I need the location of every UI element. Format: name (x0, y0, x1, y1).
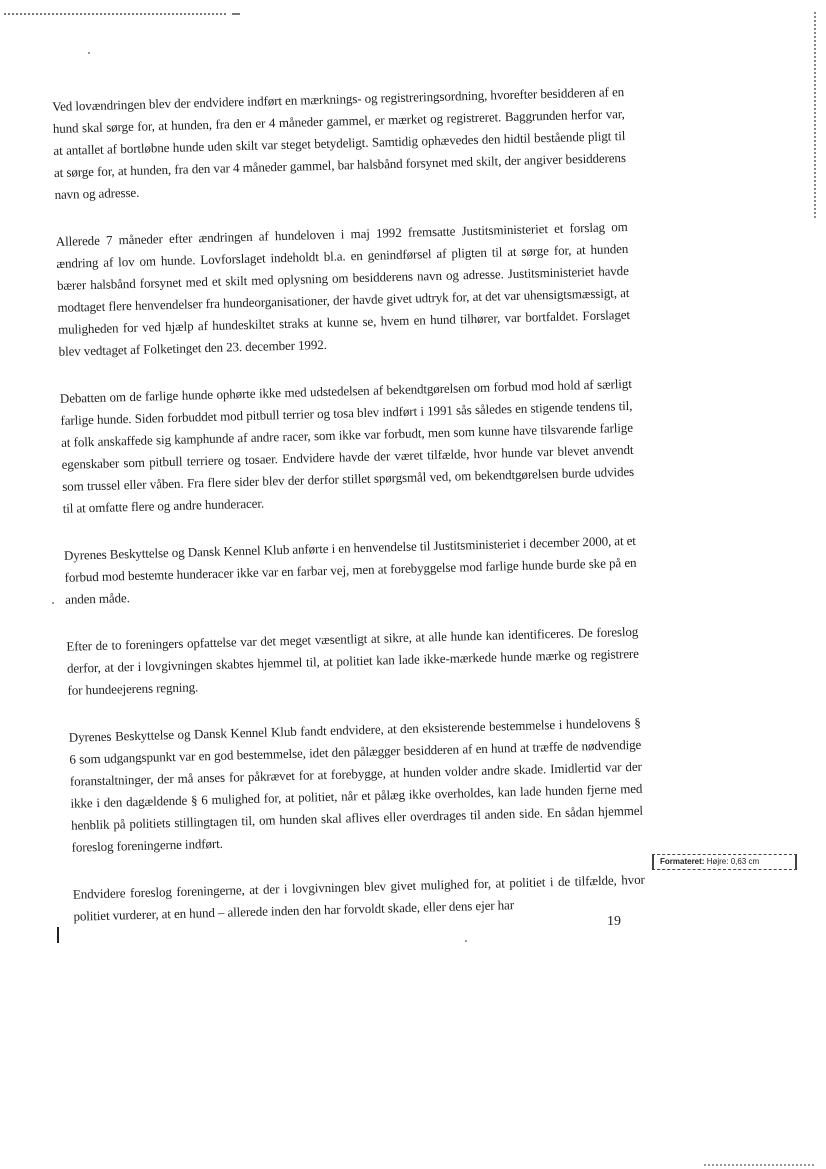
scan-border-mark (232, 13, 240, 15)
text-cursor (57, 927, 59, 943)
paragraph: Allerede 7 måneder efter ændringen af hundeloven i maj 1992 fremsatte Justitsministeriet et forslag om ændring af lov om hunde. Lovforslaget indeholdt bl.a. en genindførsel af pligten til at sørge for, at hunden bærer halsbånd forsynet med et skilt med oplysning om besidderens navn og adresse. Justitsministeriet havde modtaget flere henvendelser fra hundeorganisationer, der havde givet udtryk for, at det var uhensigtsmæssigt, at muligheden for ved hjælp af hundeskiltet straks at kunne se, hvem en hund tilhører, var bortfaldet. Forslaget blev vedtaget af Folketinget den 23. december 1992. (55, 218, 631, 359)
comment-label: Formateret: (660, 857, 705, 866)
document-body (52, 81, 646, 953)
scan-border-right (814, 12, 816, 218)
paragraph: Ved lovændringen blev der endvidere indført en mærknings- og registreringsordning, hvorefter besidderen af en hund skal sørge for, at hunden, fra den er 4 måneder gammel, er mærket og registreret. Baggrunden herfor var, at antallet af bortløbne hunde uden skilt var steget betydeligt. Samtidig ophævedes den hidtil bestående pligt til at sørge for, at hunden, fra den var 4 måneder gammel, bar halsbånd forsynet med skilt, der angiver besidderens navn og adresse. (52, 84, 627, 202)
paragraph: Dyrenes Beskyttelse og Dansk Kennel Klub anførte i en henvendelse til Justitsministeriet i december 2000, at et forbud mod bestemte hunderacer ikke var en farbar vej, men at forebyggelse mod farlige hunde burde ske på en anden måde. (63, 532, 637, 607)
paragraph: Debatten om de farlige hunde ophørte ikke med udstedelsen af bekendtgørelsen om forbud mod hold af særligt farlige hunde. Siden forbuddet mod pitbull terrier og tosa blev indført i 1991 sås således en stigende tendens til, at folk anskaffede sig kamphunde af andre racer, som ikke var forbudt, men som kunne have tilsvarende farlige egenskaber som pitbull terriere og tosaer. Endvidere havde der været tilfælde, hvor hunde var blevet anvendt som trussel eller våben. Fra flere sider blev der derfor stillet spørgsmål ved, om bekendtgørelsen burde udvides til at omfatte flere og andre hunderacer. (59, 375, 635, 516)
paragraph: Endvidere foreslog foreningerne, at der i lovgivningen blev givet mulighed for, at politiet i de tilfælde, hvor politiet vurderer, at en hund – allerede inden den har forvoldt skade, eller dens ejer har (72, 871, 645, 924)
scan-border-top (4, 13, 226, 15)
scan-speck (52, 602, 54, 604)
scan-speck (88, 52, 90, 54)
formatting-comment-balloon[interactable] (652, 854, 797, 870)
page-number: 19 (607, 914, 621, 929)
paragraph: Dyrenes Beskyttelse og Dansk Kennel Klub fandt endvidere, at den eksisterende bestemmelse i hundelovens § 6 som udgangspunkt var en god bestemmelse, idet den pålægger besidderen af en hund at træffe de nødvendige foranstaltninger, der må anses for påkrævet for at forebygge, at hunden volder andre skade. Imidlertid var der ikke i den dagældende § 6 mulighed for, at politiet, når et pålæg ikke overholdes, kan lade hunden fjerne med henblik på politiets stillingtagen til, om hunden skal aflives eller overdrages til anden side. En sådan hjemmel foreslog foreningerne indført. (68, 714, 644, 855)
comment-detail: Højre: 0,63 cm (706, 857, 760, 866)
paragraph: Efter de to foreningers opfattelse var det meget væsentligt at sikre, at alle hunde kan identificeres. De foreslog derfor, at der i lovgivningen skabtes hjemmel til, at politiet kan lade ikke-mærkede hunde mærke og registrere for hundeejerens regning. (66, 623, 639, 698)
scan-border-bottom (704, 1164, 814, 1166)
